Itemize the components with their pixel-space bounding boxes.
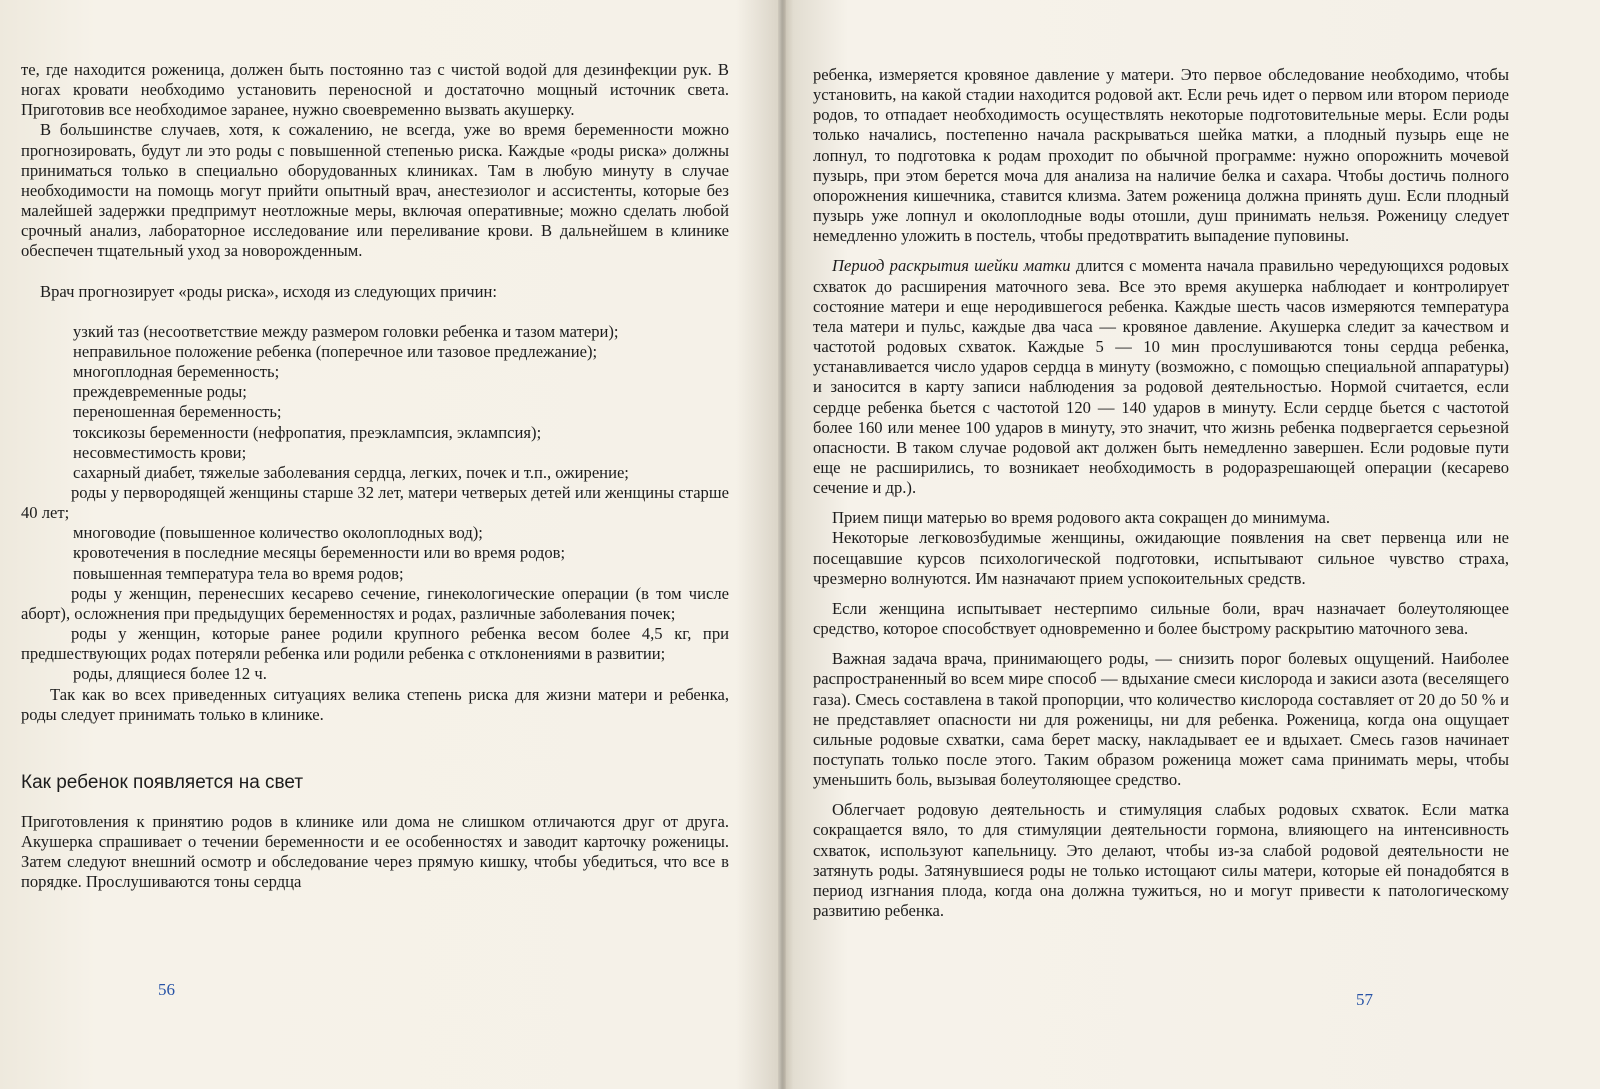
list-item: узкий таз (несоответствие между размером головки ребенка и тазом матери); xyxy=(73,321,619,341)
list-item: токсикозы беременности (нефропатия, преэклампсия, эклампсия); xyxy=(73,422,542,442)
list-item: переношенная беременность; xyxy=(73,402,282,422)
page-number-right: 57 xyxy=(1356,990,1373,1009)
list-item: неправильное положение ребенка (поперечное или тазовое предлежание); xyxy=(73,341,598,361)
risk-list xyxy=(21,322,729,685)
page-number-left: 56 xyxy=(158,980,175,999)
list-item: роды у первородящей женщины старше 32 лет, матери четверых детей или женщины старше 40 лет; xyxy=(21,482,729,523)
list-item: сахарный диабет, тяжелые заболевания сердца, легких, почек и т.п., ожирение; xyxy=(73,462,629,482)
right-page-text xyxy=(813,65,1509,921)
list-intro: Врач прогнозирует «роды риска», исходя из следующих причин: xyxy=(40,281,497,301)
list-item: повышенная температура тела во время родов; xyxy=(73,563,404,583)
paragraph: ребенка, измеряется кровяное давление у матери. Это первое обследование необходимо, чтобы установить, на какой стадии находится родовой акт. Если речь идет о первом или втором периоде родов, то отпадает необходимость осуществлять некоторые подготовительные меры. Если роды только начались, постепенно начала раскрываться шейка матки, а плодный пузырь еще не лопнул, то подготовка к родам проходит по обычной программе: нужно опорожнить мочевой пузырь, при этом берется моча для анализа на наличие белка и сахара. Чтобы достичь полного опорожнения кишечника, ставится клизма. Затем роженица должна принять душ. Если плодный пузырь уже лопнул и околоплодные воды отошли, душ принимать нельзя. Роженицу следует немедленно уложить в постель, чтобы предотвратить выпадение пуповины. xyxy=(813,65,1509,246)
section-title: Как ребенок появляется на свет xyxy=(21,771,304,793)
left-page xyxy=(0,0,780,1089)
paragraph: Облегчает родовую деятельность и стимуляция слабых родовых схваток. Если матка сокращается вяло, то для стимуляции деятельности гормона, влияющего на интенсивность схваток, используют капельницу. Это делают, чтобы из-за слабой родовой деятельности не затянуть роды. Затянувшиеся роды не только истощают силы матери, которые ей понадобятся в период изгнания плода, когда она должна тужиться, но и могут привести к патологическому развитию ребенка. xyxy=(813,800,1509,921)
paragraph: Прием пищи матерью во время родового акта сокращен до минимума. xyxy=(832,508,1330,528)
paragraph: Период раскрытия шейки матки длится с момента начала правильно чередующихся родовых схваток до расширения маточного зева. Все это время акушерка наблюдает и контролирует состояние матери и еще неродившегося ребенка. Каждые шесть часов измеряются температура тела матери и пульс, каждые два часа — кровяное давление. Акушерка следит за качеством и частотой родовых схваток. Каждые 5 — 10 мин прослушиваются тоны сердца ребенка, устанавливается число ударов сердца в минуту (возможно, с помощью специальной аппаратуры) и заносится в карту записи наблюдения за родовой деятельностью. Нормой считается, если сердце ребенка бьется с частотой 120 — 140 ударов в минуту. Если сердце бьется с частотой более 160 или менее 100 ударов в минуту, это значит, что жизнь ребенка подвергается серьезной опасности. В таком случае родовой акт должен быть немедленно завершен. Если родовые пути еще не расширились, то возникает необходимость в родоразрешающей операции (кесарево сечение и др.). xyxy=(813,256,1509,498)
list-item: роды у женщин, которые ранее родили крупного ребенка весом более 4,5 кг, при предшествующих родах потеряли ребенка или родили ребенка с отклонениями в развитии; xyxy=(21,624,729,664)
paragraph: Важная задача врача, принимающего роды, — снизить порог болевых ощущений. Наиболее распространенный во всем мире способ — вдыхание смеси кислорода и закиси азота (веселящего газа). Смесь составлена в такой пропорции, что количество кислорода составляет от 20 до 50 % и не представляет опасности ни для роженицы, ни для ребенка. Роженица, когда она ощущает сильные родовые схватки, сама берет маску, накладывает ее и вдыхает. Смесь газов начинает поступать только после этого. Таким образом роженица может сама принимать меры, чтобы уменьшить боль, вызывая болеутоляющее средство. xyxy=(813,649,1509,790)
list-item: многоплодная беременность; xyxy=(73,362,280,382)
paragraph: Приготовления к принятию родов в клинике или дома не слишком отличаются друг от друга. Акушерка спрашивает о течении беременности и ее особенностях и заводит карточку роженицы. Затем следуют внешний осмотр и обследование через прямую кишку, чтобы убедиться, что все в порядке. Прослушиваются тоны сердца xyxy=(21,812,729,892)
list-item: многоводие (повышенное количество околоплодных вод); xyxy=(73,523,483,543)
paragraph: В большинстве случаев, хотя, к сожалению, не всегда, уже во время беременности можно прогнозировать, будут ли это роды с повышенной степенью риска. Каждые «роды риска» должны приниматься только в специально оборудованных клиниках. Там в любую минуту в случае необходимости на помощь могут прийти опытный врач, анестезиолог и ассистенты, которые без малейшей задержки предпримут неотложные меры, включая оперативные; можно сделать любой срочный анализ, лабораторное исследование или переливание крови. В дальнейшем в клинике обеспечен тщательный уход за новорожденным. xyxy=(21,120,729,261)
paragraph: Так как во всех приведенных ситуациях велика степень риска для жизни матери и ребенка, роды следует принимать только в клинике. xyxy=(21,684,729,724)
list-item: преждевременные роды; xyxy=(73,382,247,402)
italic-term: Период раскрытия шейки матки xyxy=(832,256,1071,276)
left-page-text xyxy=(21,60,729,893)
list-item: несовместимость крови; xyxy=(73,442,247,462)
paragraph: Некоторые легковозбудимые женщины, ожидающие появления на свет первенца или не посещавшие курсов психологической подготовки, испытывают сильное чувство страха, чрезмерно волнуются. Им назначают прием успокоительных средств. xyxy=(813,528,1509,588)
list-item: кровотечения в последние месяцы беременности или во время родов; xyxy=(73,543,566,563)
list-item: роды, длящиеся более 12 ч. xyxy=(73,664,267,684)
list-item: роды у женщин, перенесших кесарево сечение, гинекологические операции (в том числе аборт), осложнения при предыдущих беременностях и родах, различные заболевания почек; xyxy=(21,583,729,623)
paragraph: те, где находится роженица, должен быть постоянно таз с чистой водой для дезинфекции рук. В ногах кровати необходимо установить переносной и достаточно мощный источник света. Приготовив все необходимое заранее, нужно своевременно вызвать акушерку. xyxy=(21,60,729,120)
paragraph: Если женщина испытывает нестерпимо сильные боли, врач назначает болеутоляющее средство, которое способствует одновременно и более быстрому раскрытию маточного зева. xyxy=(813,598,1509,639)
